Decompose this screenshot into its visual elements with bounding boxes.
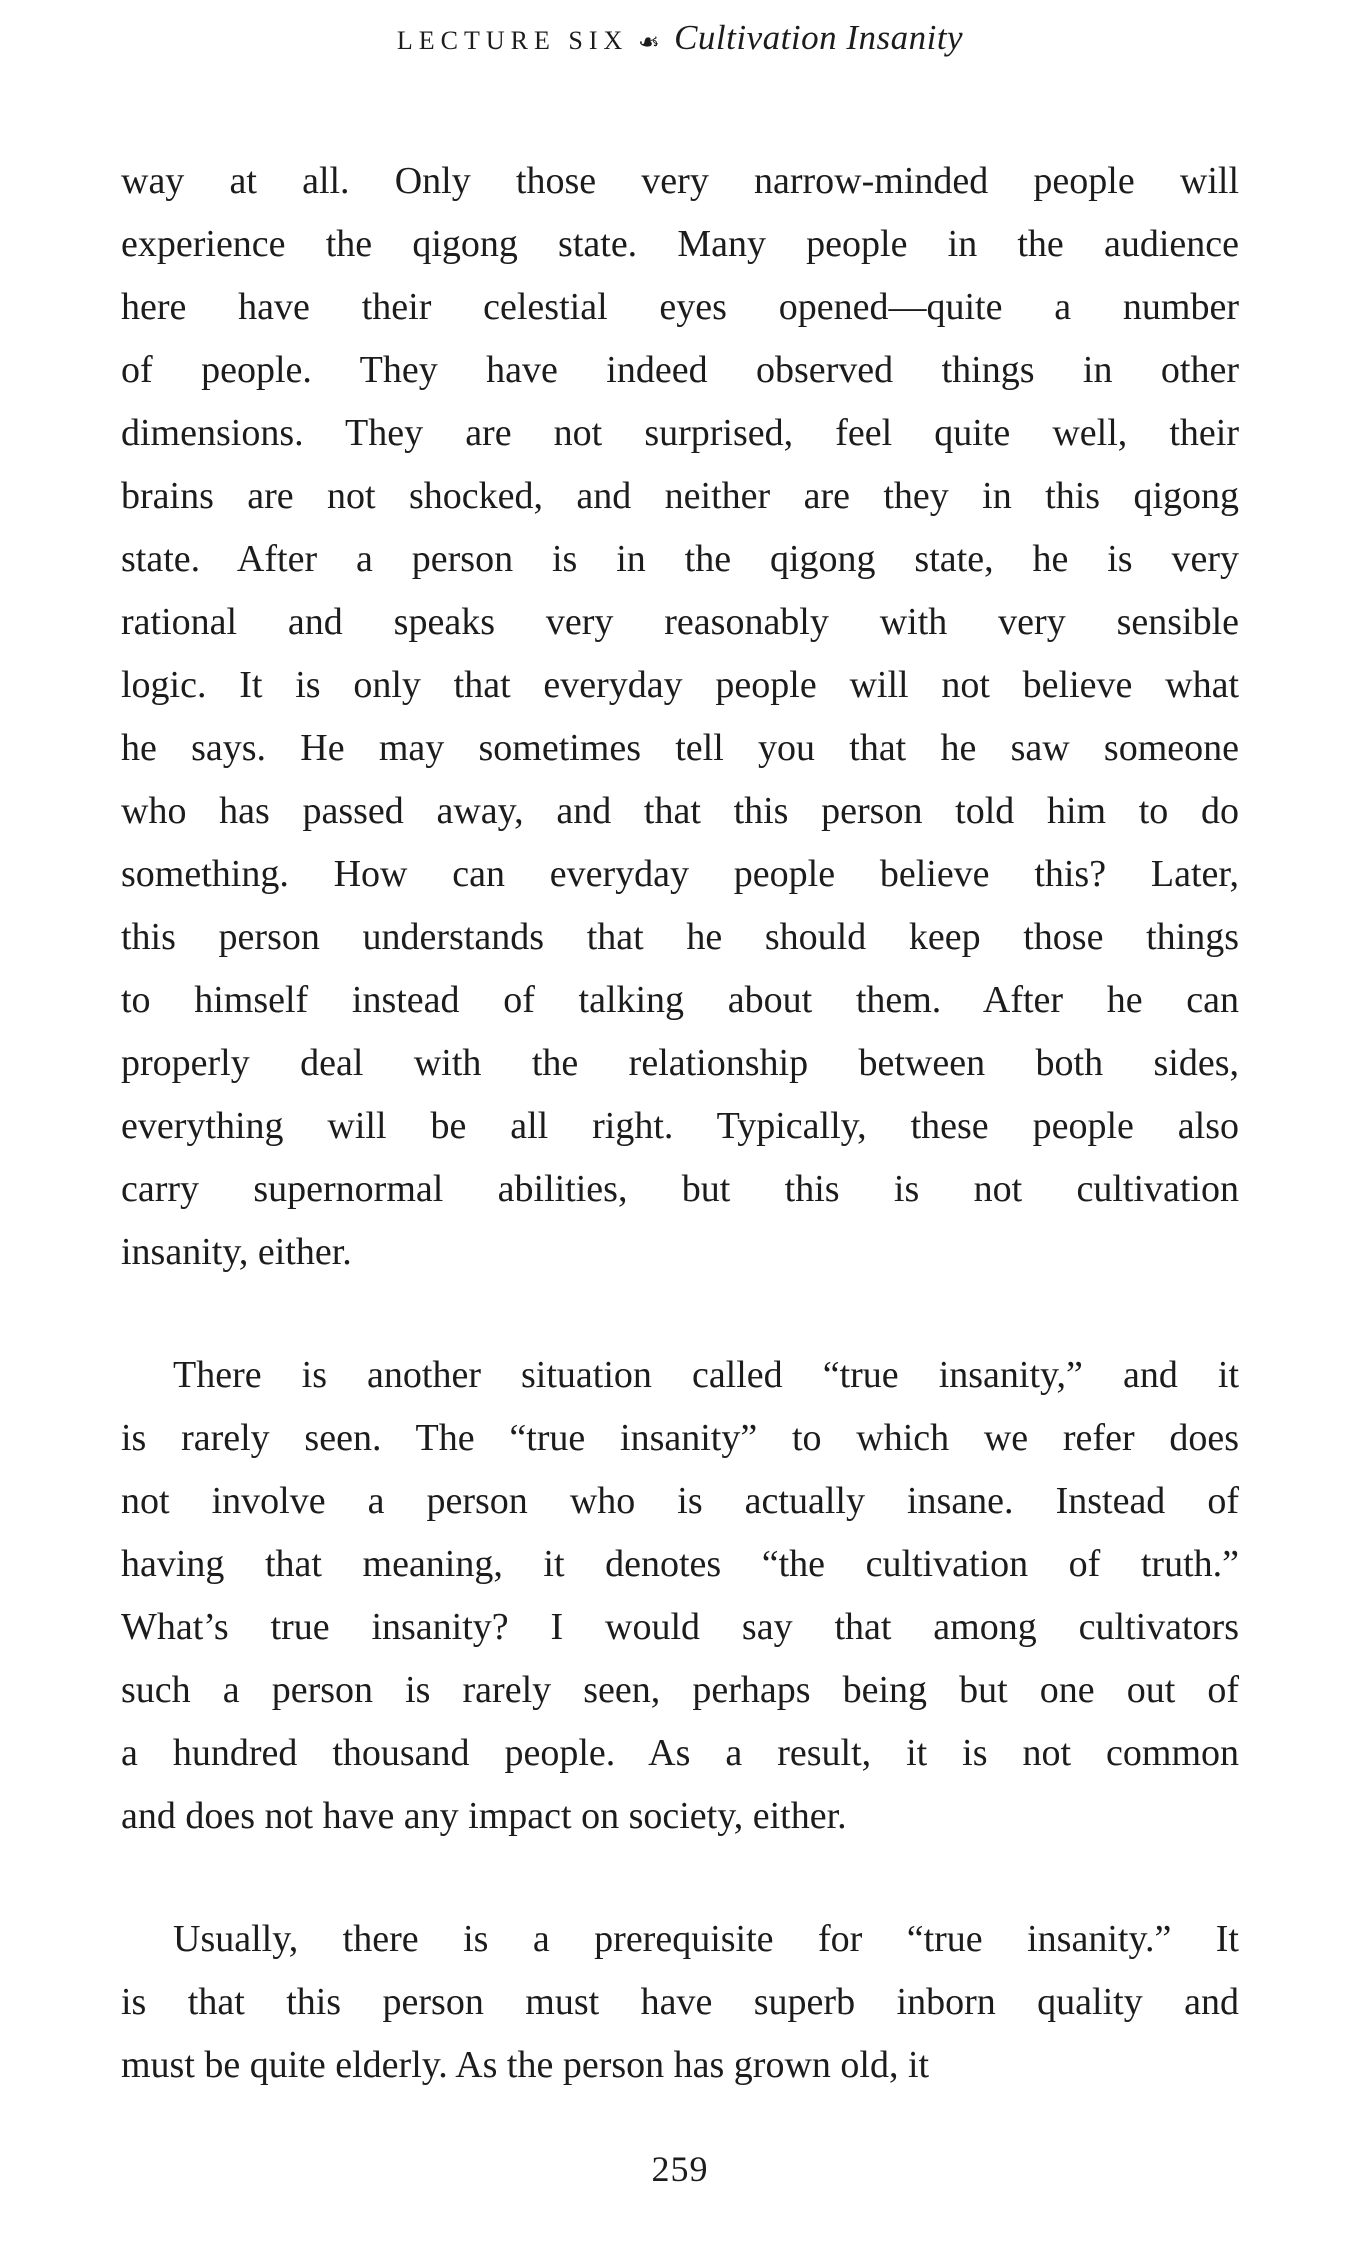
text-line: logic. It is only that everyday people will not believe what xyxy=(121,664,1239,706)
fleuron-leaf-icon: ❧ xyxy=(638,28,661,57)
lecture-label: LECTURE SIX xyxy=(396,26,629,55)
text-line: a hundred thousand people. As a result, it is not common xyxy=(121,1732,1239,1774)
text-line: brains are not shocked, and neither are they in this qigong xyxy=(121,475,1239,517)
text-line: everything will be all right. Typically, these people also xyxy=(121,1105,1239,1147)
text-line: state. After a person is in the qigong state, he is very xyxy=(121,538,1239,580)
text-line: of people. They have indeed observed things in other xyxy=(121,349,1239,391)
text-line: There is another situation called “true insanity,” and it xyxy=(173,1354,1239,1396)
chapter-title: Cultivation Insanity xyxy=(674,18,964,57)
text-line: here have their celestial eyes opened—quite a number xyxy=(121,286,1239,328)
text-line: must be quite elderly. As the person has grown old, it xyxy=(121,2044,930,2086)
paragraph xyxy=(121,1908,1239,2097)
text-line: insanity, either. xyxy=(121,1231,352,1273)
text-line: not involve a person who is actually insane. Instead of xyxy=(121,1480,1239,1522)
text-line: who has passed away, and that this person told him to do xyxy=(121,790,1239,832)
text-line: this person understands that he should keep those things xyxy=(121,916,1239,958)
text-line: something. How can everyday people believe this? Later, xyxy=(121,853,1239,895)
text-line: properly deal with the relationship between both sides, xyxy=(121,1042,1239,1084)
paragraph xyxy=(121,150,1239,1284)
text-line: dimensions. They are not surprised, feel quite well, their xyxy=(121,412,1239,454)
text-line: to himself instead of talking about them. After he can xyxy=(121,979,1239,1021)
text-line: such a person is rarely seen, perhaps being but one out of xyxy=(121,1669,1239,1711)
text-line: he says. He may sometimes tell you that he saw someone xyxy=(121,727,1239,769)
page-number: 259 xyxy=(651,2149,709,2189)
body-text xyxy=(121,150,1239,2097)
running-header xyxy=(0,18,1360,58)
text-line: having that meaning, it denotes “the cultivation of truth.” xyxy=(121,1543,1239,1585)
text-line: way at all. Only those very narrow-minded people will xyxy=(121,160,1239,202)
text-line: What’s true insanity? I would say that among cultivators xyxy=(121,1606,1239,1648)
text-line: is that this person must have superb inborn quality and xyxy=(121,1981,1239,2023)
text-line: rational and speaks very reasonably with very sensible xyxy=(121,601,1239,643)
paragraph xyxy=(121,1344,1239,1848)
text-line: experience the qigong state. Many people in the audience xyxy=(121,223,1239,265)
text-line: is rarely seen. The “true insanity” to which we refer does xyxy=(121,1417,1239,1459)
text-line: carry supernormal abilities, but this is not cultivation xyxy=(121,1168,1239,1210)
text-line: Usually, there is a prerequisite for “true insanity.” It xyxy=(173,1918,1239,1960)
text-line: and does not have any impact on society, either. xyxy=(121,1795,847,1837)
